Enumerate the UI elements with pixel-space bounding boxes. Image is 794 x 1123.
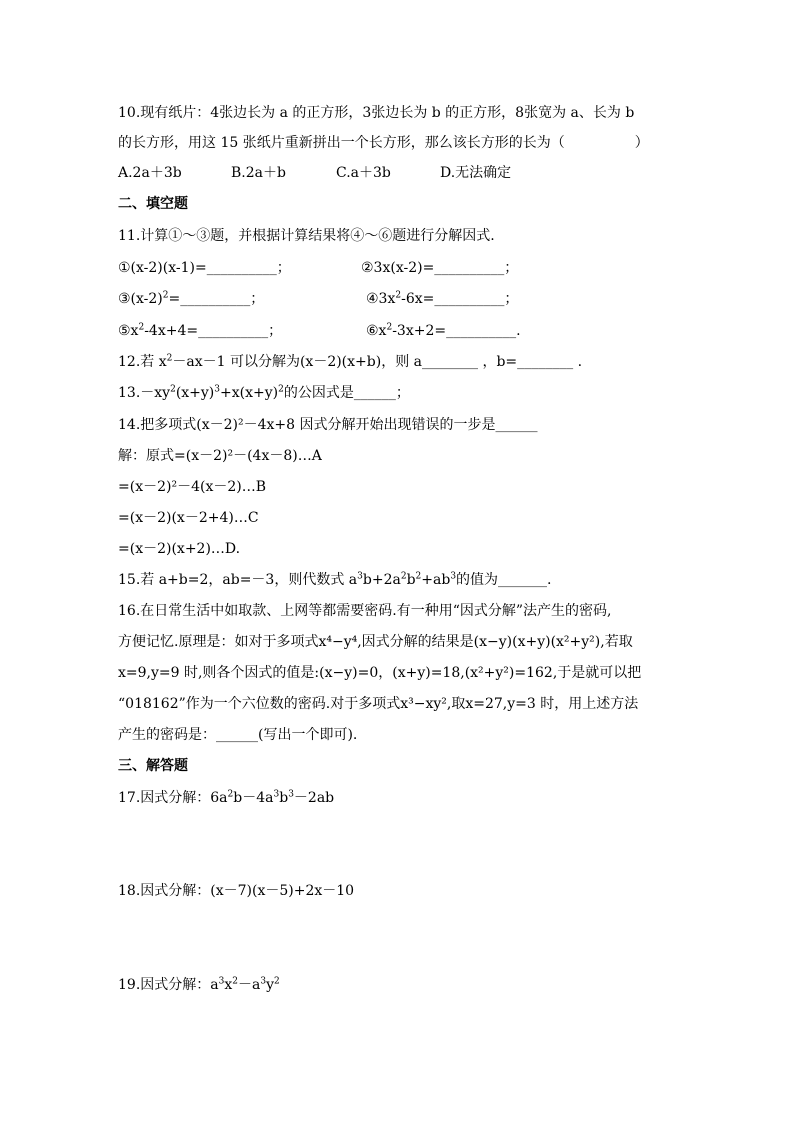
q10-line1: 10.现有纸片：4张边长为 a 的正方形，3张边长为 b 的正方形，8张宽为 a、长为 b [118, 105, 635, 121]
q15: 15.若 a+b=2，ab=－3，则代数式 $a^3b+2a^2b^2+ab^3$的值为_______. [118, 571, 552, 588]
q11-item2: ②3x(x-2)=__________； [361, 260, 519, 276]
section-title-fill-in: 二、填空题 [118, 196, 188, 212]
q16-line2: 方便记忆.原理是：如对于多项式x⁴−y⁴,因式分解的结果是(x−y)(x+y)(x²+y²),若取 [118, 634, 633, 650]
option-d: D.无法确定 [440, 165, 512, 181]
option-b: B.2a＋b [231, 165, 286, 181]
q10-line2: 的长方形，用这 15 张纸片重新拼出一个长方形，那么该长方形的长为（ ） [118, 135, 649, 151]
option-c: C.a＋3b [336, 165, 391, 181]
q11-item1: ①(x-2)(x-1)=__________； [118, 260, 291, 276]
q11-item5: $⑤x^2-4x+4=\_\_\_\_\_\_\_\_\_\_$； [118, 322, 283, 339]
option-a: A.2a＋3b [118, 165, 182, 181]
q10-options [0, 163, 794, 183]
q13: $13.-xy^2(x+y)^3+x(x+y)^2$的公因式是______； [118, 384, 410, 401]
q14-step-a: 解：原式=(x－2)²－(4x－8)…A [118, 448, 322, 464]
q16-line1: 16.在日常生活中如取款、上网等都需要密码.有一种用“因式分解”法产生的密码, [118, 603, 612, 619]
q11-intro: 11.计算①～③题，并根据计算结果将④～⑥题进行分解因式. [118, 228, 495, 244]
q14-title: 14.把多项式(x－2)²－4x+8 因式分解开始出现错误的一步是______ [118, 417, 538, 433]
q17: 17.因式分解：$6a^2b-4a^3b^3-2ab$ [118, 789, 335, 806]
q16-line5: 产生的密码是：______(写出一个即可). [118, 727, 358, 743]
q11-item4: $④3x^2-6x=\_\_\_\_\_\_\_\_\_\_$； [366, 290, 519, 307]
q14-step-b: =(x－2)²－4(x－2)…B [118, 479, 266, 495]
q18: 18.因式分解：(x－7)(x－5)+2x－10 [118, 883, 355, 899]
section-title-solve: 三、解答题 [118, 758, 188, 774]
q12: 12.若 $x^2-ax-1$ 可以分解为(x－2)(x+b)，则 a________ ，b=________ . [118, 353, 583, 370]
q11-item3: $③(x-2)^2=\_\_\_\_\_\_\_\_\_\_$； [118, 290, 265, 307]
q16-line3: x=9,y=9 时,则各个因式的值是:(x−y)=0，(x+y)=18,(x²+y²)=162,于是就可以把 [118, 665, 642, 681]
q14-step-c: =(x－2)(x－2+4)…C [118, 510, 259, 526]
q16-line4: “018162”作为一个六位数的密码.对于多项式x³−xy²,取x=27,y=3 时，用上述方法 [118, 696, 639, 712]
q11-item6: $⑥x^2-3x+2=\_\_\_\_\_\_\_\_\_\_$. [366, 322, 521, 339]
q14-step-d: =(x－2)(x+2)…D. [118, 541, 241, 557]
q19: 19.因式分解：$a^3x^2-a^3y^2$ [118, 976, 280, 993]
